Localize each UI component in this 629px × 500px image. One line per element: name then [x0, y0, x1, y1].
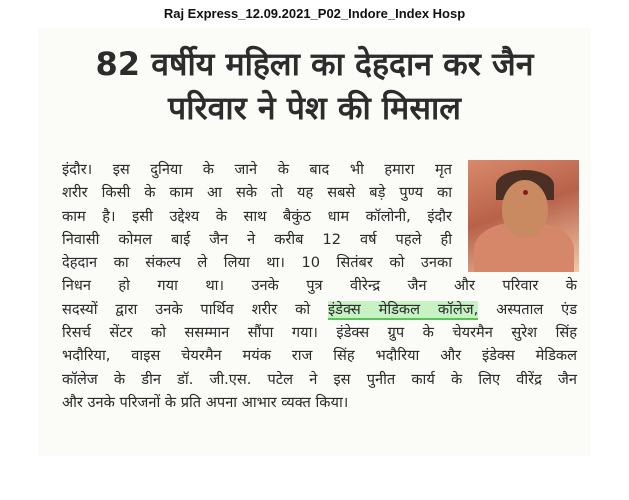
article-line: निधन हो गया था। उनके पुत्र वीरेन्द्र जैन और परिवार के	[62, 277, 577, 295]
article-line: इंदौर। इस दुनिया के जाने के बाद भी हमारा मृत	[62, 161, 452, 178]
article-line: देहदान का संकल्प ले लिया था। 10 सितंबर को उनका	[62, 254, 452, 272]
article-line: भदौरिया, वाइस चेयरमैन मयंक राज सिंह भदौरिया और इंडेक्स मेडिकल	[62, 347, 577, 365]
article-line: शरीर किसी के काम आ सके तो यह सबसे बड़े पुण्य का	[62, 184, 452, 202]
article-line: काम है। इसी उद्देश्य के साथ बैकुंठ धाम कॉलोनी, इंदौर	[62, 207, 452, 225]
article-text: अस्पताल एंड	[478, 300, 578, 318]
article-line: निवासी कोमल बाई जैन ने करीब 12 वर्ष पहले ही	[62, 230, 452, 248]
headline	[38, 42, 591, 130]
highlighted-text: इंडेक्स मेडिकल कॉलेज,	[328, 300, 479, 318]
article-line	[62, 298, 577, 321]
document-caption: Raj Express_12.09.2021_P02_Indore_Index Hosp	[163, 6, 466, 21]
news-clipping	[38, 28, 591, 456]
headline-line: 82 वर्षीय महिला का देहदान कर जैन	[95, 45, 534, 83]
headline-line: परिवार ने पेश की मिसाल	[168, 89, 461, 127]
article-line: रिसर्च सेंटर को ससम्मान सौंपा गया। इंडेक्स ग्रुप के चेयरमैन सुरेश सिंह	[62, 324, 577, 342]
article-line: और उनके परिजनों के प्रति अपना आभार व्यक्त किया।	[62, 393, 349, 411]
article-text: सदस्यों द्वारा उनके पार्थिव शरीर को	[62, 300, 328, 318]
article-line: कॉलेज के डीन डॉ. जी.एस. पटेल ने इस पुनीत कार्य के लिए वीरेंद्र जैन	[62, 370, 577, 388]
article-body	[62, 158, 578, 414]
